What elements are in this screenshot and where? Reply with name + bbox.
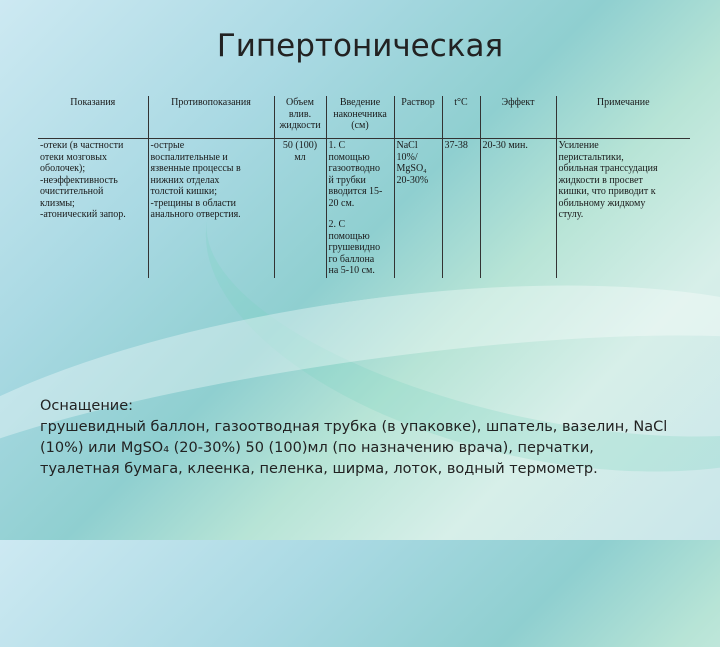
header-effect: Эффект	[480, 96, 556, 139]
slide-title: Гипертоническая	[216, 28, 504, 64]
cell-insertion: 1. С помощью газоотводно й трубки вводится 15- 20 см. 2. С помощью грушевидно го баллона на 5-10 см.	[326, 139, 394, 278]
equipment-line: (10%) или MgSO₄ (20-30%) 50 (100)мл (по назначению врача), перчатки,	[40, 440, 594, 456]
cell-temperature: 37-38	[442, 139, 480, 278]
equipment-line: туалетная бумага, клеенка, пеленка, ширма, лоток, водный термометр.	[40, 461, 598, 477]
header-solution: Раствор	[394, 96, 442, 139]
procedure-table	[38, 96, 690, 278]
equipment-line: грушевидный баллон, газоотводная трубка (в упаковке), шпатель, вазелин, NaCl	[40, 419, 668, 435]
table-header-row	[38, 96, 690, 139]
cell-volume: 50 (100) мл	[274, 139, 326, 278]
cell-solution: NaCl 10%/ MgSO₄ 20-30%	[394, 139, 442, 278]
cell-note: Усиление перистальтики, обильная транссудация жидкости в просвет кишки, что приводит к обильному жидкому стулу.	[556, 139, 690, 278]
equipment-text	[40, 396, 680, 480]
header-insertion: Введение наконечника (см)	[326, 96, 394, 139]
header-indications: Показания	[38, 96, 148, 139]
header-note: Примечание	[556, 96, 690, 139]
header-temperature: t°C	[442, 96, 480, 139]
equipment-heading: Оснащение:	[40, 398, 134, 414]
header-volume: Объем влив. жидкости	[274, 96, 326, 139]
cell-contraindications: -острые воспалительные и язвенные процессы в нижних отделах толстой кишки; -трещины в области анального отверстия.	[148, 139, 274, 278]
header-contraindications: Противопоказания	[148, 96, 274, 139]
cell-indications: -отеки (в частности отеки мозговых оболочек); -неэффективность очистительной клизмы; -атонический запор.	[40, 140, 126, 220]
table-row	[38, 139, 690, 278]
cell-effect: 20-30 мин.	[480, 139, 556, 278]
